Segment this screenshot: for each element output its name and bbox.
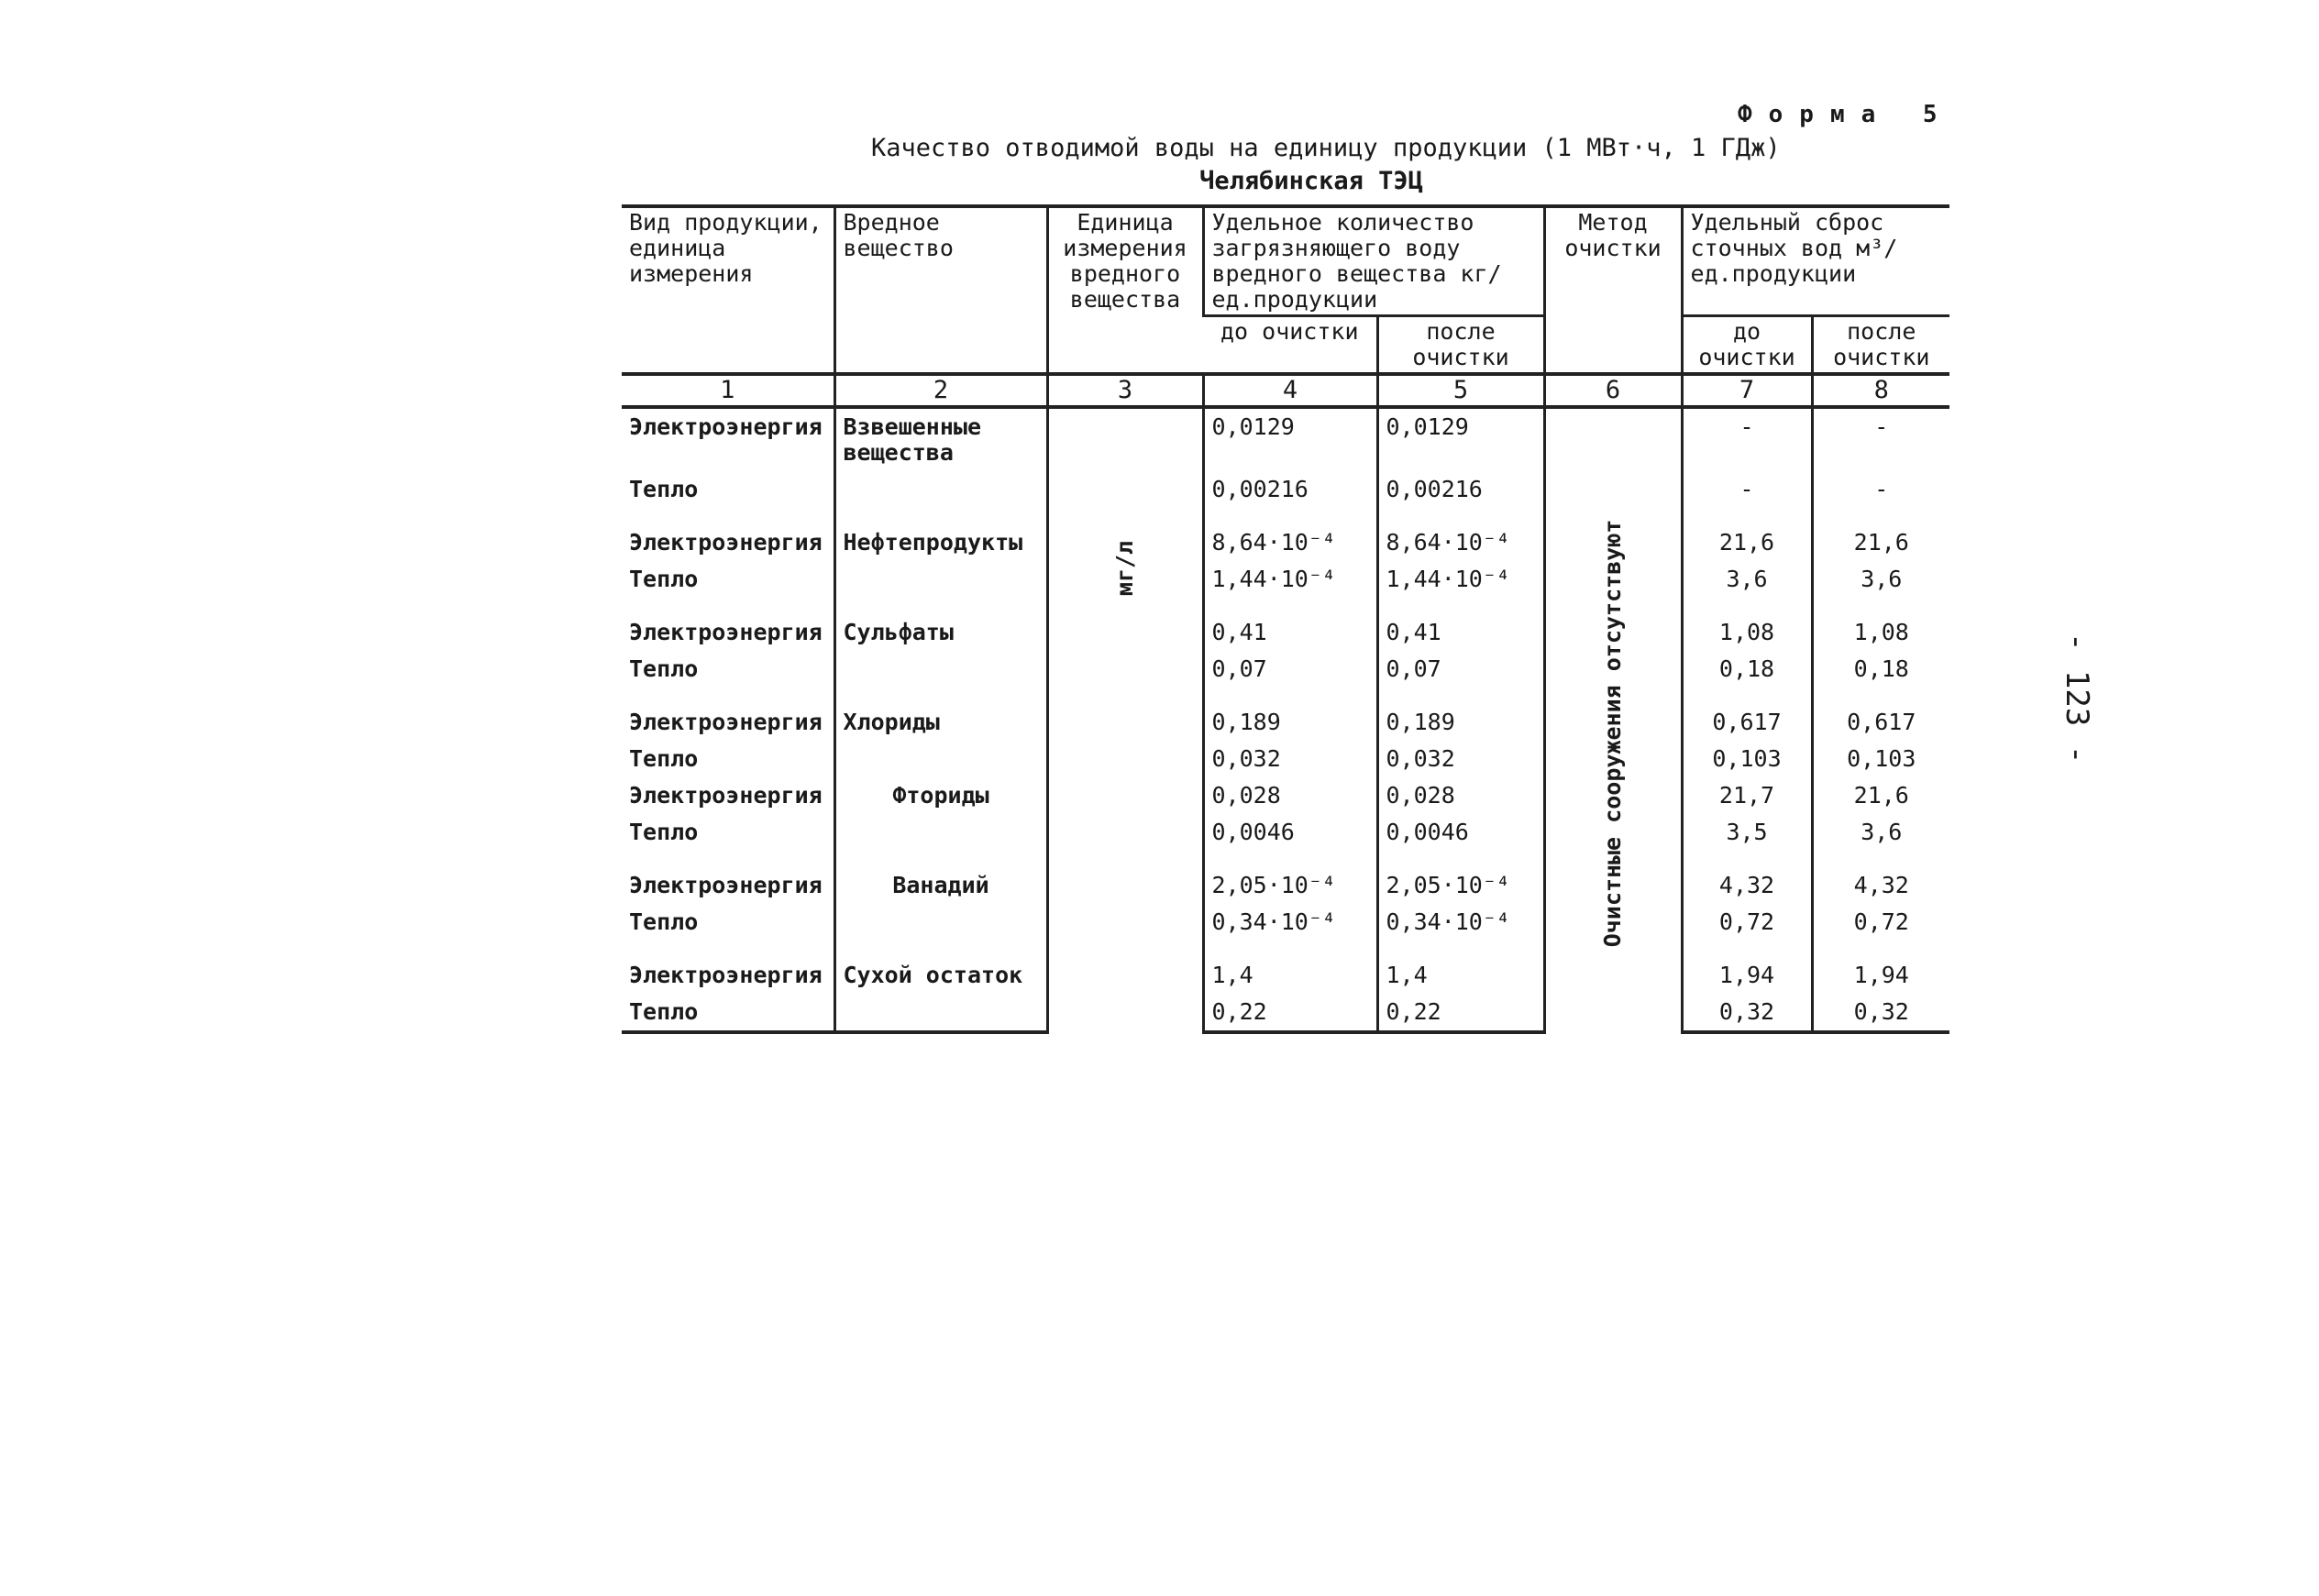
discharge-before-cell: 1,94 — [1682, 941, 1812, 994]
substance-cell — [834, 814, 1047, 851]
amount-before-cell: 0,07 — [1203, 651, 1377, 688]
discharge-before-cell: 21,7 — [1682, 777, 1812, 814]
discharge-after-cell: 4,32 — [1812, 851, 1949, 904]
amount-before-cell: 0,00216 — [1203, 471, 1377, 508]
amount-after-cell: 0,0046 — [1377, 814, 1544, 851]
table-row — [622, 741, 1949, 777]
amount-after-cell: 1,4 — [1377, 941, 1544, 994]
discharge-before-cell: - — [1682, 407, 1812, 471]
amount-before-cell: 0,22 — [1203, 994, 1377, 1032]
quality-table — [622, 204, 1949, 1034]
product-cell: Тепло — [629, 745, 699, 772]
amount-after-cell: 2,05·10⁻⁴ — [1377, 851, 1544, 904]
product-cell: Электроэнергия — [629, 709, 823, 735]
unit-label: мг/л — [1111, 540, 1138, 597]
discharge-before-cell: 4,32 — [1682, 851, 1812, 904]
col-header-substance: Вредное вещество — [834, 206, 1047, 374]
discharge-before-cell: - — [1682, 471, 1812, 508]
table-row — [622, 598, 1949, 651]
column-number: 5 — [1377, 374, 1544, 407]
col-header-amount-before: до очистки — [1203, 316, 1377, 375]
product-cell: Тепло — [629, 819, 699, 845]
column-number: 4 — [1203, 374, 1377, 407]
discharge-after-cell: 0,18 — [1812, 651, 1949, 688]
col-header-discharge-before: до очистки — [1682, 316, 1812, 375]
product-cell: Тепло — [622, 994, 834, 1032]
product-cell: Электроэнергия — [629, 413, 823, 440]
col-header-product: Вид продукции, единица измерения — [629, 209, 823, 287]
substance-cell: Сухой остаток — [834, 941, 1047, 994]
product-cell: Тепло — [629, 908, 699, 935]
discharge-before-cell: 3,6 — [1682, 561, 1812, 598]
table-body — [622, 407, 1949, 1032]
column-number: 1 — [622, 374, 834, 407]
amount-after-cell: 0,41 — [1377, 598, 1544, 651]
column-number-row — [622, 374, 1949, 407]
page-number: - 123 - — [2059, 633, 2095, 765]
amount-before-cell: 0,189 — [1203, 688, 1377, 741]
discharge-after-cell: 0,32 — [1812, 994, 1949, 1032]
amount-before-cell: 2,05·10⁻⁴ — [1203, 851, 1377, 904]
discharge-before-cell: 21,6 — [1682, 508, 1812, 561]
amount-after-cell: 0,07 — [1377, 651, 1544, 688]
column-number: 6 — [1544, 374, 1682, 407]
col-header-method: Метод очистки — [1544, 206, 1682, 374]
discharge-before-cell: 0,18 — [1682, 651, 1812, 688]
substance-cell — [834, 471, 1047, 508]
amount-after-cell: 0,028 — [1377, 777, 1544, 814]
table-row — [622, 904, 1949, 941]
product-cell: Тепло — [629, 476, 699, 502]
amount-after-cell: 8,64·10⁻⁴ — [1377, 508, 1544, 561]
substance-cell: Ванадий — [834, 851, 1047, 904]
substance-cell — [834, 904, 1047, 941]
form-label: Форма 5 — [1738, 101, 1954, 128]
table-row — [622, 407, 1949, 471]
unit-cell — [1047, 407, 1203, 1032]
discharge-after-cell: - — [1812, 471, 1949, 508]
table-row — [622, 941, 1949, 994]
discharge-before-cell: 0,617 — [1682, 688, 1812, 741]
discharge-before-cell: 1,08 — [1682, 598, 1812, 651]
amount-after-cell: 1,44·10⁻⁴ — [1377, 561, 1544, 598]
discharge-before-cell: 0,32 — [1682, 994, 1812, 1032]
column-number: 7 — [1682, 374, 1812, 407]
table-row — [622, 561, 1949, 598]
discharge-after-cell: 0,617 — [1812, 688, 1949, 741]
substance-cell: Фториды — [834, 777, 1047, 814]
amount-before-cell: 1,4 — [1203, 941, 1377, 994]
table-row — [622, 851, 1949, 904]
discharge-after-cell: 21,6 — [1812, 508, 1949, 561]
table-row — [622, 651, 1949, 688]
amount-after-cell: 0,22 — [1377, 994, 1544, 1032]
substance-cell: Взвешенные вещества — [834, 407, 1047, 471]
discharge-after-cell: 21,6 — [1812, 777, 1949, 814]
amount-before-cell: 0,0129 — [1203, 407, 1377, 471]
col-header-unit: Единица измерения вредного вещества — [1047, 206, 1203, 374]
product-cell: Электроэнергия — [629, 619, 823, 645]
discharge-before-cell: 0,72 — [1682, 904, 1812, 941]
amount-after-cell: 0,189 — [1377, 688, 1544, 741]
product-cell: Электроэнергия — [629, 962, 823, 988]
table-row — [622, 814, 1949, 851]
discharge-after-cell: 3,6 — [1812, 561, 1949, 598]
substance-cell — [834, 561, 1047, 598]
table-row — [622, 471, 1949, 508]
document-subtitle: Челябинская ТЭЦ — [1199, 167, 1423, 195]
amount-before-cell: 8,64·10⁻⁴ — [1203, 508, 1377, 561]
col-header-specific-amount: Удельное количество загрязняющего воду вредного вещества кг/ед.продукции — [1203, 206, 1544, 316]
amount-before-cell: 0,0046 — [1203, 814, 1377, 851]
method-label: Очистные сооружения отсутствуют — [1599, 519, 1627, 948]
column-number: 2 — [834, 374, 1047, 407]
discharge-after-cell: - — [1812, 407, 1949, 471]
product-cell: Электроэнергия — [629, 872, 823, 898]
discharge-after-cell: 1,08 — [1812, 598, 1949, 651]
table-row — [622, 508, 1949, 561]
product-cell: Электроэнергия — [629, 529, 823, 556]
col-header-specific-discharge: Удельный сброс сточных вод м³/ед.продукции — [1682, 206, 1949, 316]
amount-after-cell: 0,032 — [1377, 741, 1544, 777]
discharge-after-cell: 3,6 — [1812, 814, 1949, 851]
col-header-amount-after: после очистки — [1377, 316, 1544, 375]
substance-cell: Нефтепродукты — [834, 508, 1047, 561]
column-number: 8 — [1812, 374, 1949, 407]
amount-before-cell: 1,44·10⁻⁴ — [1203, 561, 1377, 598]
product-cell: Тепло — [629, 566, 699, 592]
discharge-after-cell: 1,94 — [1812, 941, 1949, 994]
substance-cell — [834, 994, 1047, 1032]
amount-after-cell: 0,00216 — [1377, 471, 1544, 508]
col-header-discharge-after: после очистки — [1812, 316, 1949, 375]
substance-cell: Сульфаты — [834, 598, 1047, 651]
discharge-after-cell: 0,103 — [1812, 741, 1949, 777]
amount-before-cell: 0,028 — [1203, 777, 1377, 814]
product-cell: Электроэнергия — [629, 782, 823, 809]
product-cell: Тепло — [629, 655, 699, 682]
amount-before-cell: 0,41 — [1203, 598, 1377, 651]
substance-cell: Хлориды — [834, 688, 1047, 741]
amount-after-cell: 0,0129 — [1377, 407, 1544, 471]
table-row — [622, 994, 1949, 1032]
substance-cell — [834, 651, 1047, 688]
amount-before-cell: 0,032 — [1203, 741, 1377, 777]
document-title: Качество отводимой воды на единицу продукции (1 МВт·ч, 1 ГДж) — [871, 134, 1781, 162]
table-row — [622, 777, 1949, 814]
discharge-before-cell: 3,5 — [1682, 814, 1812, 851]
amount-before-cell: 0,34·10⁻⁴ — [1203, 904, 1377, 941]
discharge-before-cell: 0,103 — [1682, 741, 1812, 777]
discharge-after-cell: 0,72 — [1812, 904, 1949, 941]
column-number: 3 — [1047, 374, 1203, 407]
substance-cell — [834, 741, 1047, 777]
amount-after-cell: 0,34·10⁻⁴ — [1377, 904, 1544, 941]
method-cell — [1544, 407, 1682, 1032]
